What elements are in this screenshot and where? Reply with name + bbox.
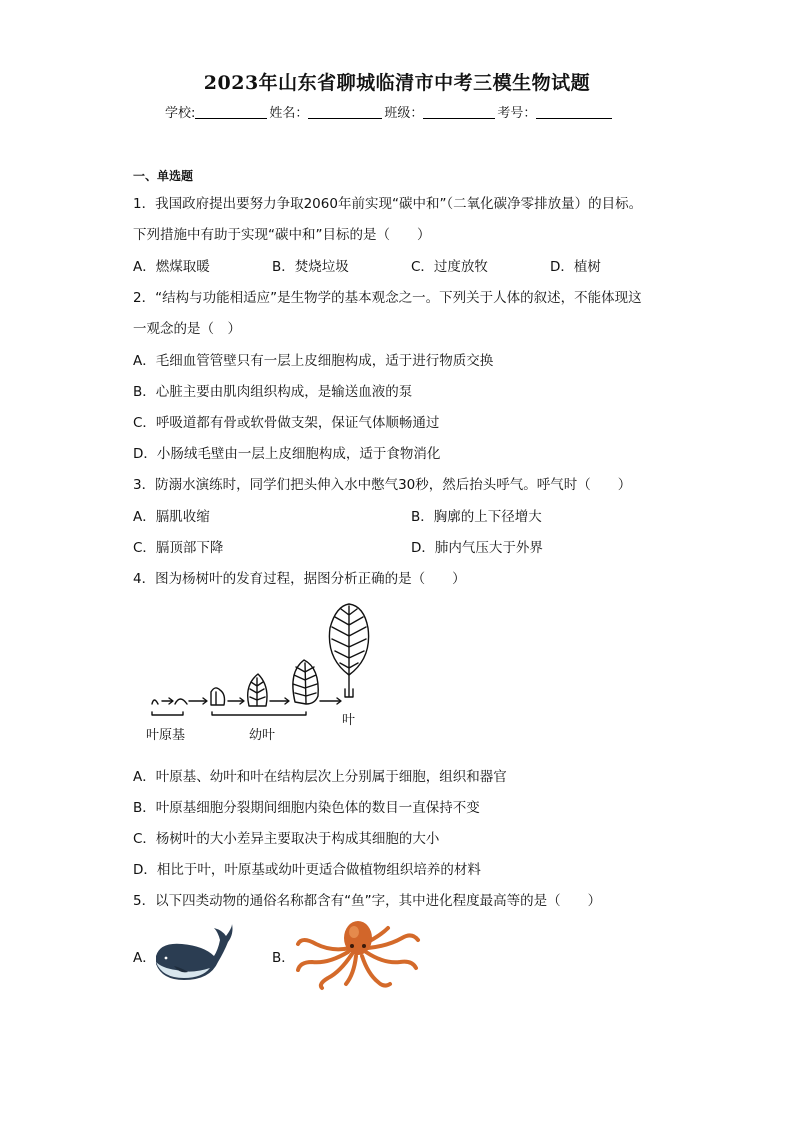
octopus-highlight bbox=[349, 926, 359, 938]
page-title: 2023年山东省聊城临清市中考三模生物试题 bbox=[203, 72, 591, 94]
q4-option-a[interactable]: A．叶原基、幼叶和叶在结构层次上分别属于细胞，组织和器官 bbox=[133, 769, 507, 785]
q5-stem: 5．以下四类动物的通俗名称都含有“鱼”字，其中进化程度最高等的是（ ） bbox=[133, 893, 602, 909]
q4-option-b[interactable]: B．叶原基细胞分裂期间细胞内染色体的数目一直保持不变 bbox=[133, 800, 480, 816]
q1-stem-line-2: 下列措施中有助于实现“碳中和”目标的是（ ） bbox=[133, 227, 431, 243]
q2-stem-line-2: 一观念的是（ ） bbox=[133, 321, 241, 337]
class-label: 班级： bbox=[384, 106, 424, 121]
leaf-primordium-shape bbox=[152, 700, 158, 704]
q3-option-d[interactable]: D．肺内气压大于外界 bbox=[411, 540, 543, 556]
q1-stem-line-1: 1．我国政府提出要努力争取2060年前实现“碳中和”（二氧化碳净零排放量）的目标。 bbox=[133, 196, 643, 212]
label-leaf: 叶 bbox=[342, 713, 356, 728]
q3-stem: 3．防溺水演练时，同学们把头伸入水中憋气30秒，然后抬头呼气。呼气时（ ） bbox=[133, 477, 632, 493]
q1-option-c[interactable]: C．过度放牧 bbox=[411, 259, 488, 275]
school-blank[interactable] bbox=[195, 104, 267, 119]
exam-number-label: 考号： bbox=[497, 106, 537, 121]
q4-option-d[interactable]: D．相比于叶，叶原基或幼叶更适合做植物组织培养的材料 bbox=[133, 862, 481, 878]
q1-option-a[interactable]: A．燃煤取暖 bbox=[133, 259, 210, 275]
tentacle-1 bbox=[298, 940, 350, 949]
q2-option-b[interactable]: B．心脏主要由肌肉组织构成，是输送血液的泵 bbox=[133, 384, 413, 400]
tentacle-6 bbox=[366, 952, 416, 968]
octopus-eye-right bbox=[362, 944, 366, 948]
octopus-head bbox=[344, 921, 372, 955]
leaf-development-figure bbox=[140, 600, 380, 720]
q1-option-b[interactable]: B．焚烧垃圾 bbox=[272, 259, 349, 275]
q5-option-a[interactable]: A． bbox=[133, 950, 156, 966]
whale-eye bbox=[165, 957, 168, 960]
octopus-image[interactable] bbox=[292, 918, 422, 990]
q3-option-a[interactable]: A．膈肌收缩 bbox=[133, 509, 210, 525]
label-leaf-primordium: 叶原基 bbox=[146, 728, 186, 743]
q1-option-d[interactable]: D．植树 bbox=[550, 259, 601, 275]
school-label: 学校: bbox=[165, 106, 196, 121]
name-blank[interactable] bbox=[308, 104, 382, 119]
q5-option-b[interactable]: B． bbox=[272, 950, 295, 966]
exam-number-blank[interactable] bbox=[536, 104, 612, 119]
q2-option-c[interactable]: C．呼吸道都有骨或软骨做支架，保证气体顺畅通过 bbox=[133, 415, 440, 431]
section-heading: 一、单选题 bbox=[133, 169, 194, 183]
whale-image[interactable] bbox=[152, 922, 234, 984]
class-blank[interactable] bbox=[423, 104, 495, 119]
q4-stem: 4．图为杨树叶的发育过程，据图分析正确的是（ ） bbox=[133, 571, 466, 587]
q2-option-a[interactable]: A．毛细血管管壁只有一层上皮细胞构成，适于进行物质交换 bbox=[133, 353, 494, 369]
student-info-row bbox=[165, 102, 614, 121]
young-leaf-1-shape bbox=[211, 688, 225, 705]
label-young-leaf: 幼叶 bbox=[249, 728, 276, 743]
q2-stem-line-1: 2．“结构与功能相适应”是生物学的基本观念之一。下列关于人体的叙述，不能体现这 bbox=[133, 290, 642, 306]
young-leaf-brace bbox=[212, 712, 306, 715]
q2-option-d[interactable]: D．小肠绒毛壁由一层上皮细胞构成，适于食物消化 bbox=[133, 446, 441, 462]
name-label: 姓名： bbox=[269, 106, 309, 121]
q3-option-c[interactable]: C．膈顶部下降 bbox=[133, 540, 224, 556]
octopus-eye-left bbox=[350, 944, 354, 948]
primordium-brace bbox=[152, 712, 183, 715]
q4-option-c[interactable]: C．杨树叶的大小差异主要取决于构成其细胞的大小 bbox=[133, 831, 440, 847]
q3-option-b[interactable]: B．胸廓的上下径增大 bbox=[411, 509, 542, 525]
small-primordium-shape bbox=[175, 699, 187, 704]
